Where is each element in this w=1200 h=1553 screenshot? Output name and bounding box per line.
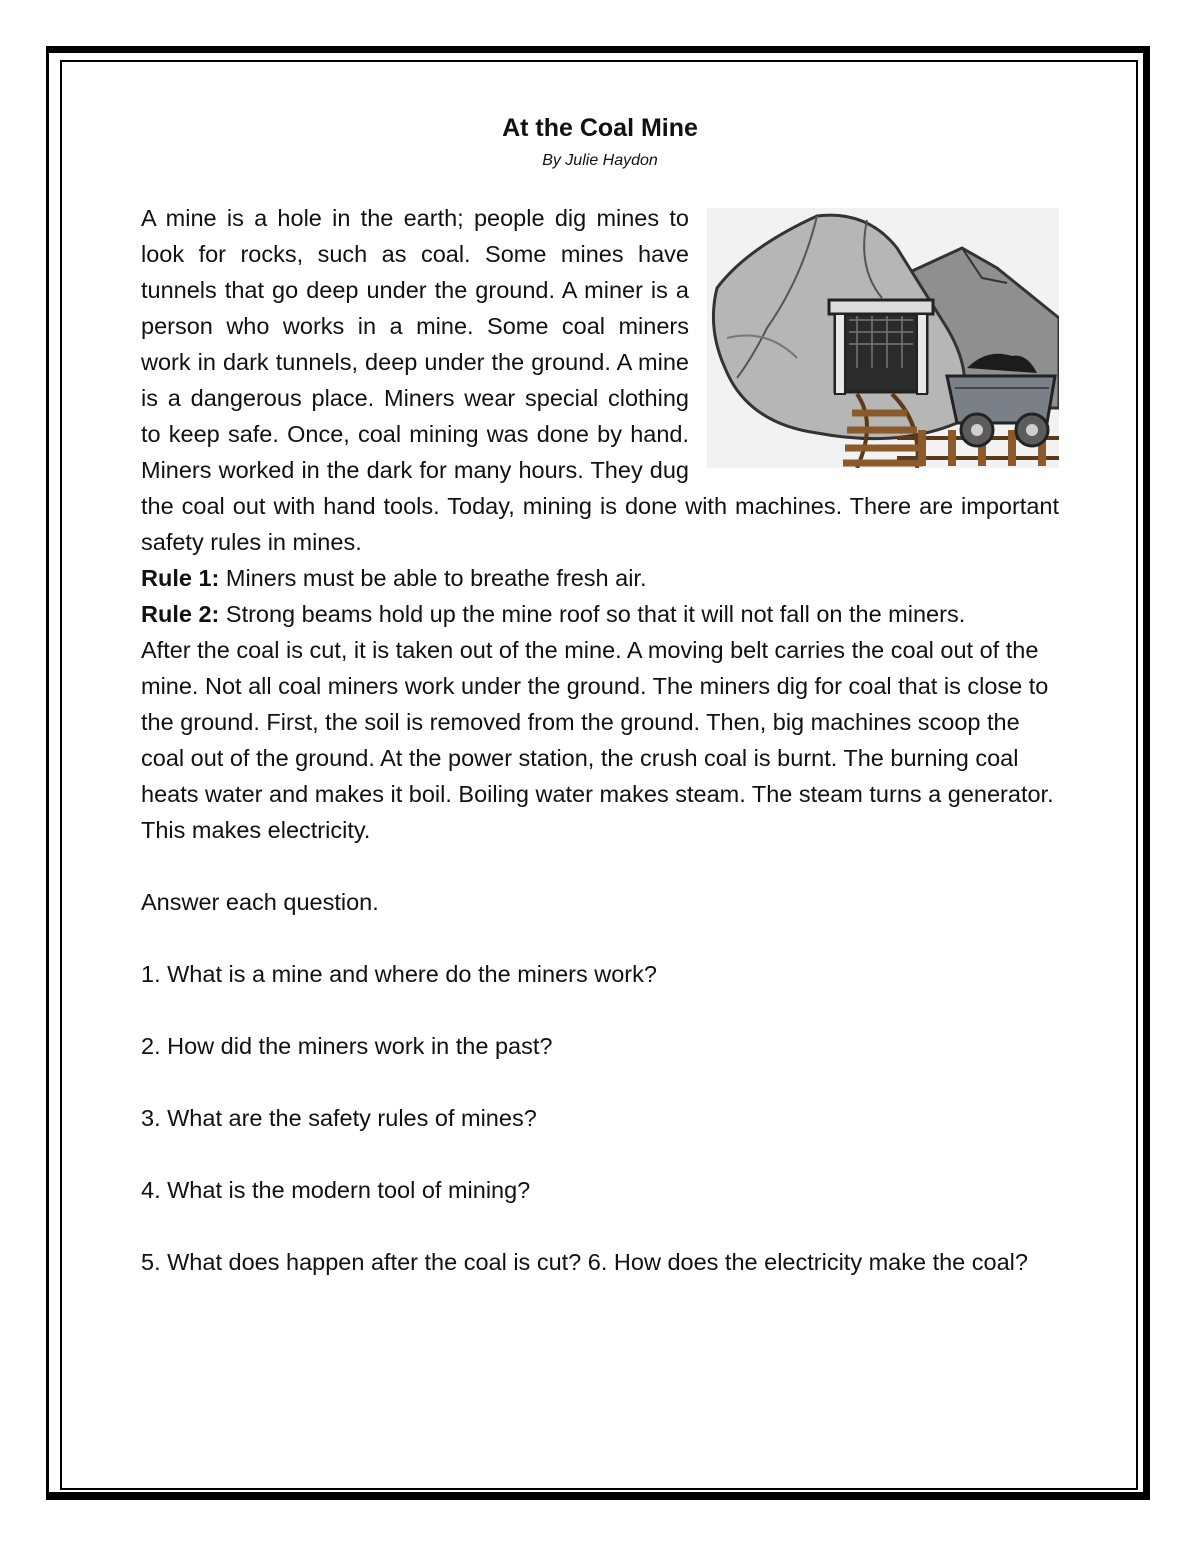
rule-2-label: Rule 2: xyxy=(141,601,220,627)
coal-mine-illustration xyxy=(707,208,1059,468)
safety-rule-2 xyxy=(141,596,1059,632)
author-byline: By Julie Haydon xyxy=(542,152,658,169)
question-4: 4. What is the modern tool of mining? xyxy=(141,1177,531,1203)
article-body xyxy=(141,200,1059,1280)
rule-1-label: Rule 1: xyxy=(141,565,220,591)
rule-2-text: Strong beams hold up the mine roof so that it will not fall on the miners. xyxy=(219,601,966,627)
question-3: 3. What are the safety rules of mines? xyxy=(141,1105,537,1131)
question-2: 2. How did the miners work in the past? xyxy=(141,1033,553,1059)
body-paragraph: After the coal is cut, it is taken out of the mine. A moving belt carries the coal out of the mine. Not all coal miners work under the ground. The miners dig for coal that is close to the ground. First, the soil is removed from the ground. Then, big machines scoop the coal out of the ground. At the power station, the crush coal is burnt. The burning coal heats water and makes it boil. Boiling water makes steam. The steam turns a generator. This makes electricity. xyxy=(141,637,1054,843)
question-5-6: 5. What does happen after the coal is cut? 6. How does the electricity make the coal? xyxy=(141,1249,1028,1275)
intro-paragraph: A mine is a hole in the earth; people dig mines to look for rocks, such as coal. Some mines have tunnels that go deep under the ground. A miner is a person who works in a mine. Some coal miners work in dark tunnels, deep under the ground. A mine is a dangerous place. Miners wear special clothing to keep safe. Once, coal mining was done by hand. Miners worked in the dark for many hours. They dug the coal out with hand tools. Today, mining is done with machines. There are important safety rules in mines. xyxy=(141,205,1059,555)
rule-1-text: Miners must be able to breathe fresh air. xyxy=(219,565,647,591)
question-1: 1. What is a mine and where do the miners work? xyxy=(141,961,657,987)
instructions: Answer each question. xyxy=(141,889,379,915)
safety-rule-1 xyxy=(141,560,1059,596)
document-title: At the Coal Mine xyxy=(502,114,698,142)
